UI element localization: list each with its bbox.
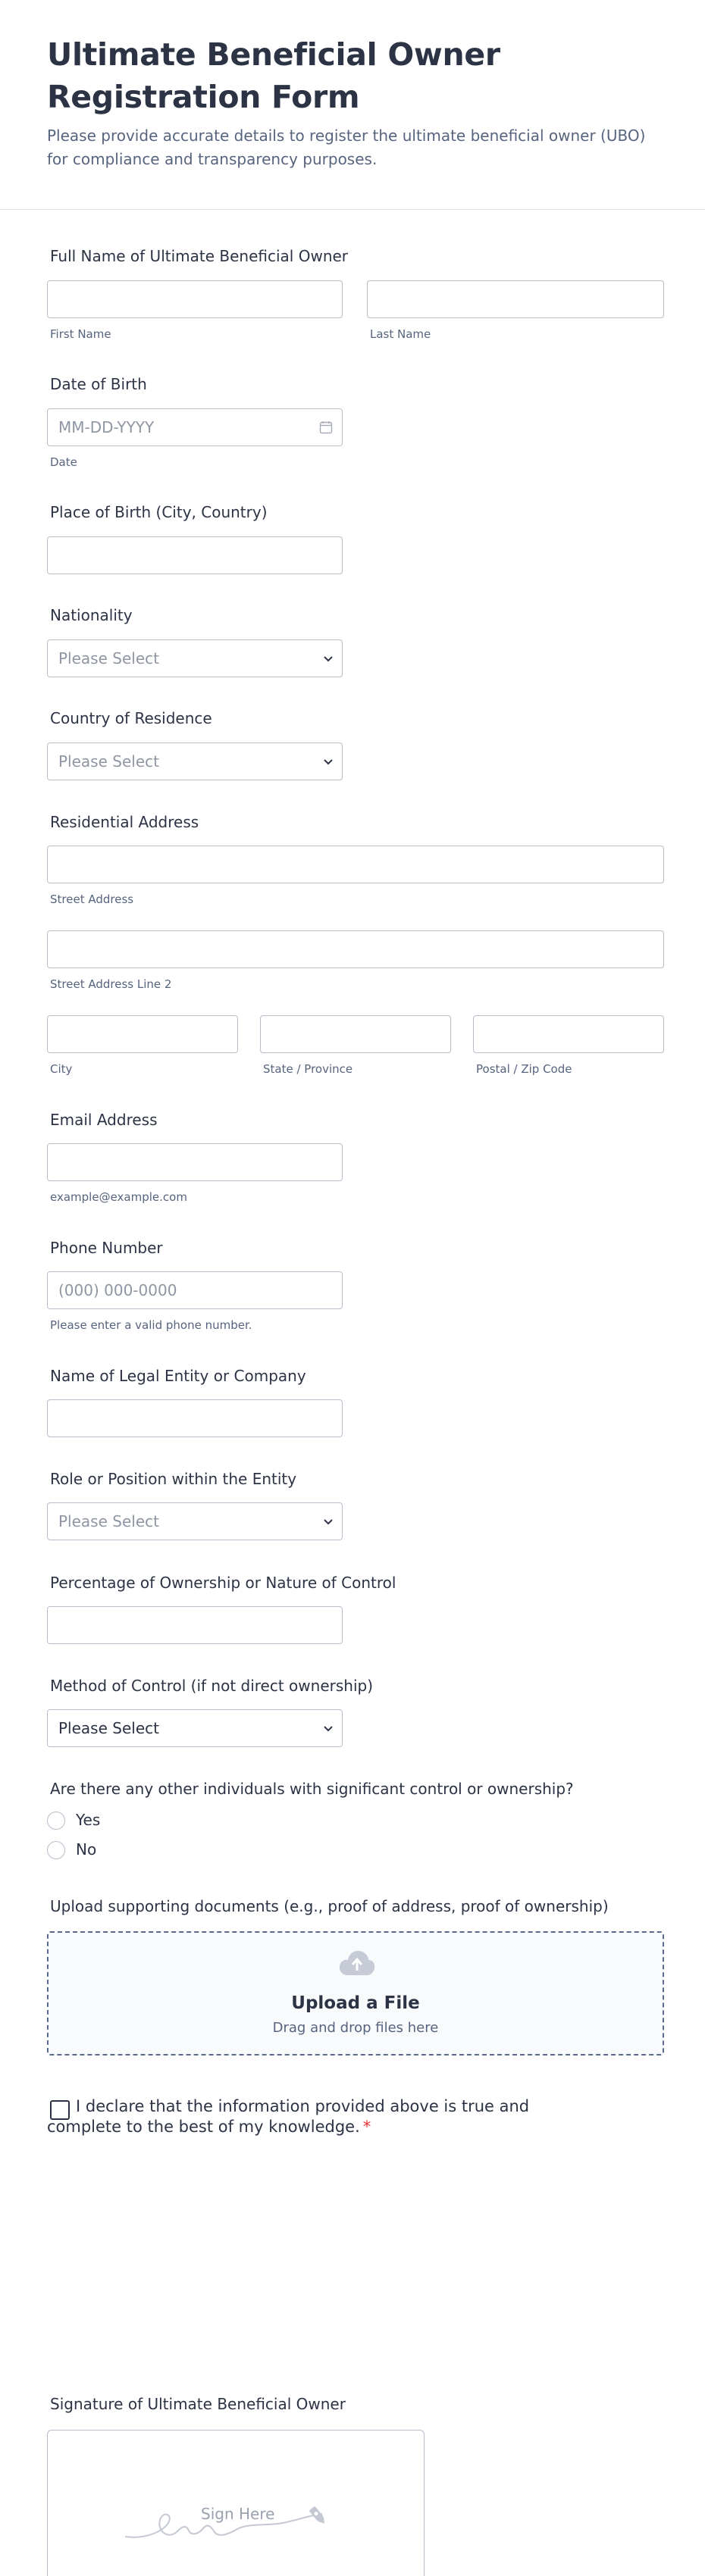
email-sublabel: example@example.com (50, 1190, 187, 1204)
street-address-input[interactable] (47, 846, 664, 883)
chevron-down-icon (322, 1722, 334, 1734)
radio-button[interactable] (47, 1812, 65, 1830)
calendar-icon[interactable] (319, 420, 333, 434)
city-input[interactable] (47, 1015, 238, 1053)
postal-code-input[interactable] (473, 1015, 664, 1053)
dob-sublabel: Date (50, 455, 77, 469)
other-individuals-label: Are there any other individuals with significant control or ownership? (50, 1780, 574, 1798)
radio-label: Yes (76, 1811, 101, 1829)
chevron-down-icon (322, 652, 334, 664)
phone-label: Phone Number (50, 1239, 163, 1257)
city-sublabel: City (50, 1062, 73, 1076)
upload-label: Upload supporting documents (e.g., proof of address, proof of ownership) (50, 1897, 609, 1915)
signature-pad[interactable] (47, 2430, 425, 2576)
last-name-sublabel: Last Name (370, 327, 431, 341)
method-selected-value: Please Select (58, 1719, 159, 1737)
role-select[interactable] (47, 1502, 343, 1540)
postal-code-sublabel: Postal / Zip Code (476, 1062, 572, 1076)
phone-placeholder: (000) 000-0000 (58, 1281, 177, 1299)
place-of-birth-label: Place of Birth (City, Country) (50, 503, 268, 521)
country-of-residence-placeholder: Please Select (58, 752, 159, 771)
declaration-text (47, 2096, 578, 2137)
street-address-line2-input[interactable] (47, 930, 664, 968)
header-divider (0, 209, 705, 210)
first-name-input[interactable] (47, 280, 343, 318)
email-input[interactable] (47, 1143, 343, 1181)
role-placeholder: Please Select (58, 1512, 159, 1530)
cloud-upload-icon (338, 1949, 376, 1977)
declaration-label: I declare that the information provided above is true and complete to the best of my knowledge. (47, 2097, 530, 2136)
role-label: Role or Position within the Entity (50, 1470, 297, 1488)
state-input[interactable] (260, 1015, 451, 1053)
chevron-down-icon (322, 1515, 334, 1527)
declaration-field (47, 2096, 623, 2142)
form-header (47, 33, 669, 171)
method-select[interactable] (47, 1709, 343, 1747)
signature-placeholder: Sign Here (201, 2505, 275, 2523)
country-of-residence-select[interactable] (47, 742, 343, 780)
email-label: Email Address (50, 1111, 158, 1129)
dob-placeholder: MM-DD-YYYY (58, 418, 155, 436)
place-of-birth-input[interactable] (47, 536, 343, 574)
nationality-placeholder: Please Select (58, 649, 159, 667)
dob-label: Date of Birth (50, 375, 147, 393)
signature-label: Signature of Ultimate Beneficial Owner (50, 2395, 346, 2413)
street-address-line2-sublabel: Street Address Line 2 (50, 977, 172, 991)
radio-button[interactable] (47, 1841, 65, 1859)
address-label: Residential Address (50, 813, 199, 831)
pen-icon (306, 2503, 330, 2528)
last-name-input[interactable] (367, 280, 664, 318)
street-address-sublabel: Street Address (50, 893, 134, 906)
radio-label: No (76, 1840, 97, 1859)
entity-input[interactable] (47, 1399, 343, 1437)
entity-label: Name of Legal Entity or Company (50, 1367, 306, 1385)
form-description: Please provide accurate details to register the ultimate beneficial owner (UBO) for compliance and transparency purposes. (47, 127, 646, 168)
file-dropzone[interactable] (47, 1931, 664, 2055)
upload-title: Upload a File (291, 1993, 420, 2013)
chevron-down-icon (322, 755, 334, 767)
required-mark: * (362, 2118, 371, 2136)
dob-input[interactable] (47, 408, 343, 446)
full-name-label: Full Name of Ultimate Beneficial Owner (50, 247, 349, 265)
upload-subtitle: Drag and drop files here (272, 2020, 439, 2036)
ownership-input[interactable] (47, 1606, 343, 1644)
nationality-label: Nationality (50, 606, 133, 624)
ownership-label: Percentage of Ownership or Nature of Control (50, 1574, 396, 1592)
method-label: Method of Control (if not direct ownership) (50, 1677, 374, 1695)
first-name-sublabel: First Name (50, 327, 111, 341)
form-title: Ultimate Beneficial Owner Registration Form (47, 36, 500, 115)
phone-sublabel: Please enter a valid phone number. (50, 1318, 252, 1332)
country-of-residence-label: Country of Residence (50, 709, 212, 727)
nationality-select[interactable] (47, 639, 343, 677)
state-sublabel: State / Province (263, 1062, 353, 1076)
phone-input[interactable] (47, 1271, 343, 1309)
